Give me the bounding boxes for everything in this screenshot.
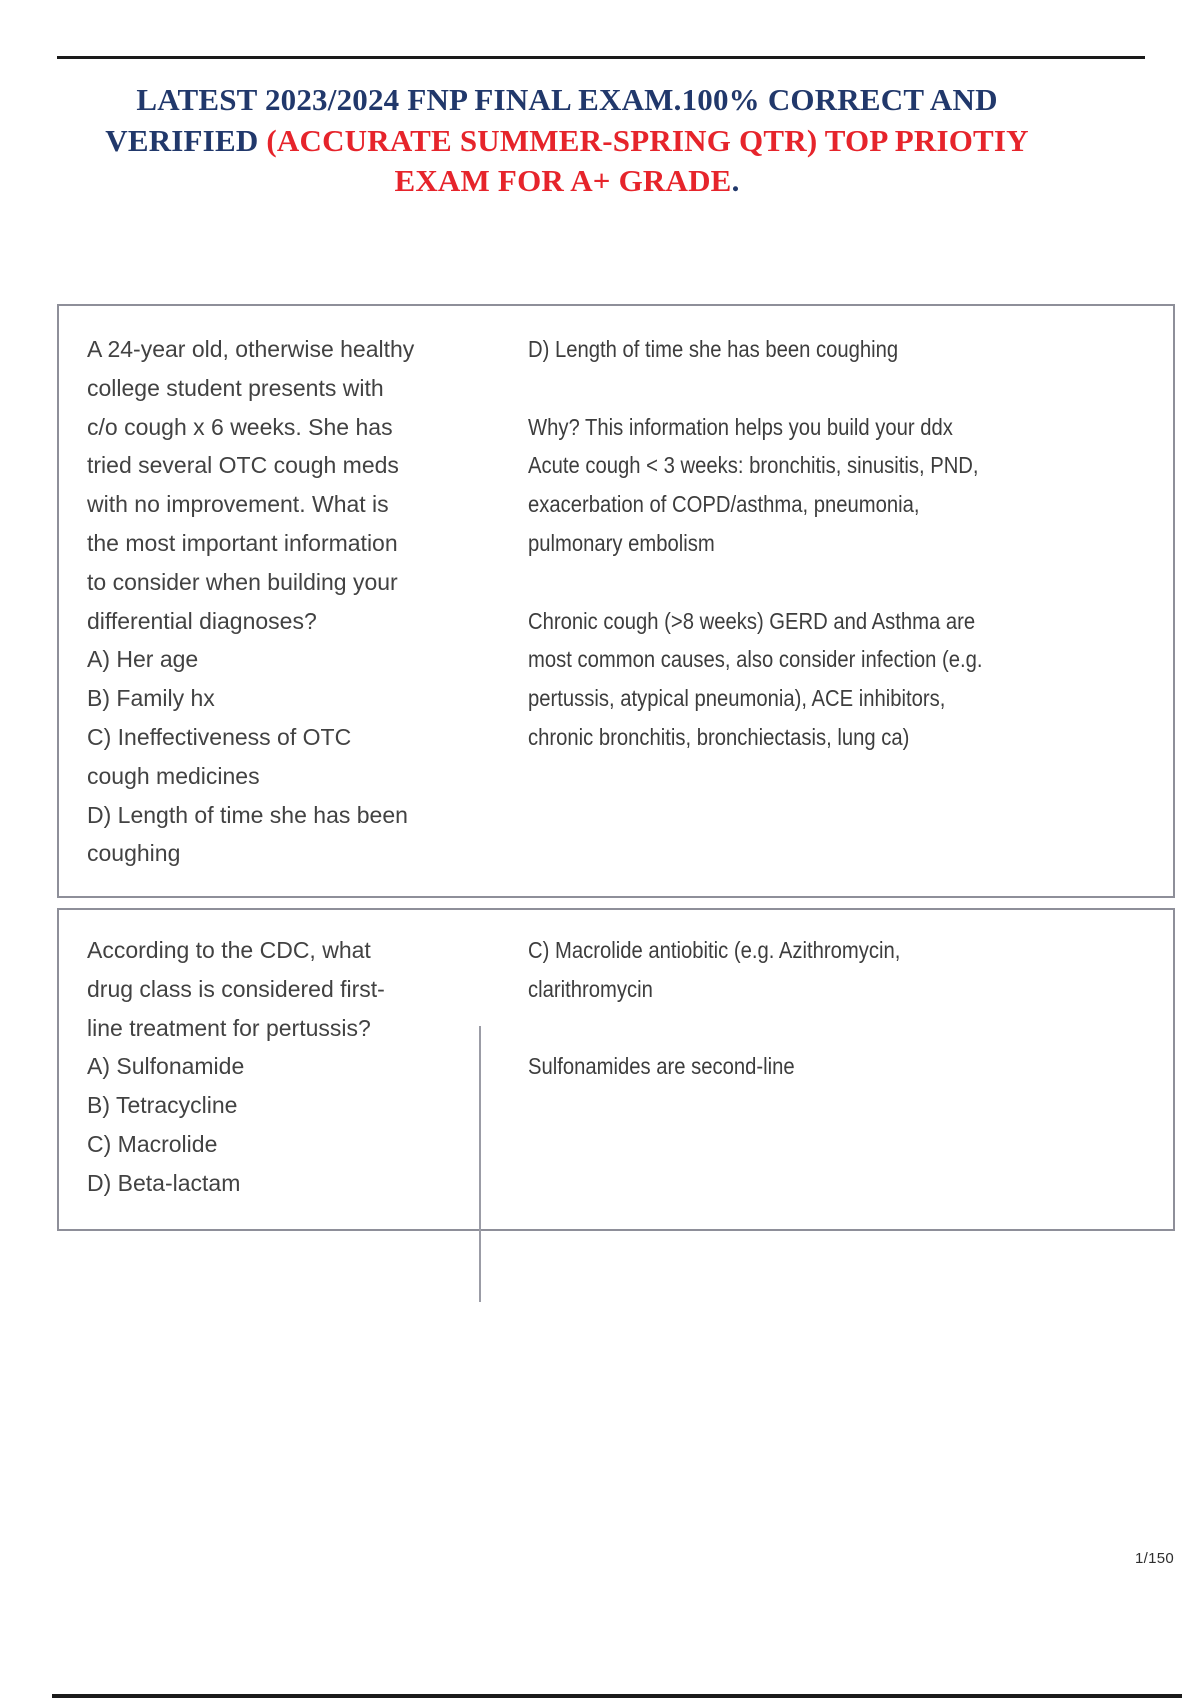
title-line-3-navy: .: [731, 163, 740, 198]
answer-1-text: [528, 330, 982, 757]
text-line: c/o cough x 6 weeks. She has: [87, 413, 393, 440]
bottom-rule: [52, 1694, 1182, 1698]
text-line: clarithromycin: [528, 975, 653, 1002]
text-line: D) Length of time she has been: [87, 801, 408, 828]
text-line: college student presents with: [87, 374, 384, 401]
title-line-1: LATEST 2023/2024 FNP FINAL EXAM.100% CORRECT AND: [136, 82, 998, 117]
text-line: chronic bronchitis, bronchiectasis, lung ca): [528, 723, 910, 750]
text-line: [528, 1009, 900, 1048]
text-line: exacerbation of COPD/asthma, pneumonia,: [528, 491, 920, 518]
text-line: According to the CDC, what: [87, 937, 371, 963]
question-1-text: [87, 330, 414, 873]
text-line: drug class is considered first-: [87, 975, 385, 1002]
text-line: [528, 563, 982, 602]
text-line: A) Sulfonamide: [87, 1053, 245, 1080]
page-number: 1/150: [1134, 1550, 1174, 1567]
column-divider-line: [479, 1026, 481, 1302]
text-line: C) Ineffectiveness of OTC: [87, 723, 352, 750]
question-card-1: [57, 304, 1175, 898]
text-line: C) Macrolide antiobitic (e.g. Azithromycin,: [528, 937, 901, 963]
text-line: coughing: [87, 840, 181, 867]
text-line: D) Beta-lactam: [87, 1169, 241, 1196]
text-line: Acute cough < 3 weeks: bronchitis, sinusitis, PND,: [528, 452, 979, 479]
text-line: the most important information: [87, 529, 398, 556]
question-card-2: [57, 908, 1175, 1231]
text-line: Why? This information helps you build your ddx: [528, 413, 953, 440]
text-line: cough medicines: [87, 762, 260, 789]
text-line: tried several OTC cough meds: [87, 452, 399, 479]
title-line-2-navy: VERIFIED: [105, 122, 267, 158]
title-line-3: [57, 161, 1077, 202]
text-line: B) Tetracycline: [87, 1092, 238, 1119]
top-rule: [57, 56, 1145, 59]
text-line: B) Family hx: [87, 685, 215, 712]
text-line: C) Macrolide: [87, 1130, 218, 1157]
title-line-3-red: EXAM FOR A+ GRADE: [394, 163, 732, 198]
text-line: A 24-year old, otherwise healthy: [87, 336, 415, 362]
page-title: [57, 80, 1077, 202]
text-line: pulmonary embolism: [528, 529, 715, 556]
title-line-2: [57, 121, 1077, 162]
text-line: differential diagnoses?: [87, 607, 317, 634]
text-line: with no improvement. What is: [87, 491, 389, 518]
text-line: A) Her age: [87, 646, 199, 673]
text-line: to consider when building your: [87, 568, 398, 595]
text-line: most common causes, also consider infection (e.g.: [528, 646, 983, 673]
text-line: line treatment for pertussis?: [87, 1014, 371, 1041]
title-line-2-red: (ACCURATE SUMMER-SPRING QTR) TOP PRIOTIY: [266, 122, 1029, 158]
text-line: Chronic cough (>8 weeks) GERD and Asthma are: [528, 607, 976, 634]
text-line: [528, 369, 982, 408]
text-line: pertussis, atypical pneumonia), ACE inhibitors,: [528, 685, 946, 712]
text-line: Sulfonamides are second-line: [528, 1053, 795, 1080]
answer-2-text: [528, 931, 900, 1086]
question-2-text: [87, 931, 385, 1203]
text-line: D) Length of time she has been coughing: [528, 336, 899, 362]
